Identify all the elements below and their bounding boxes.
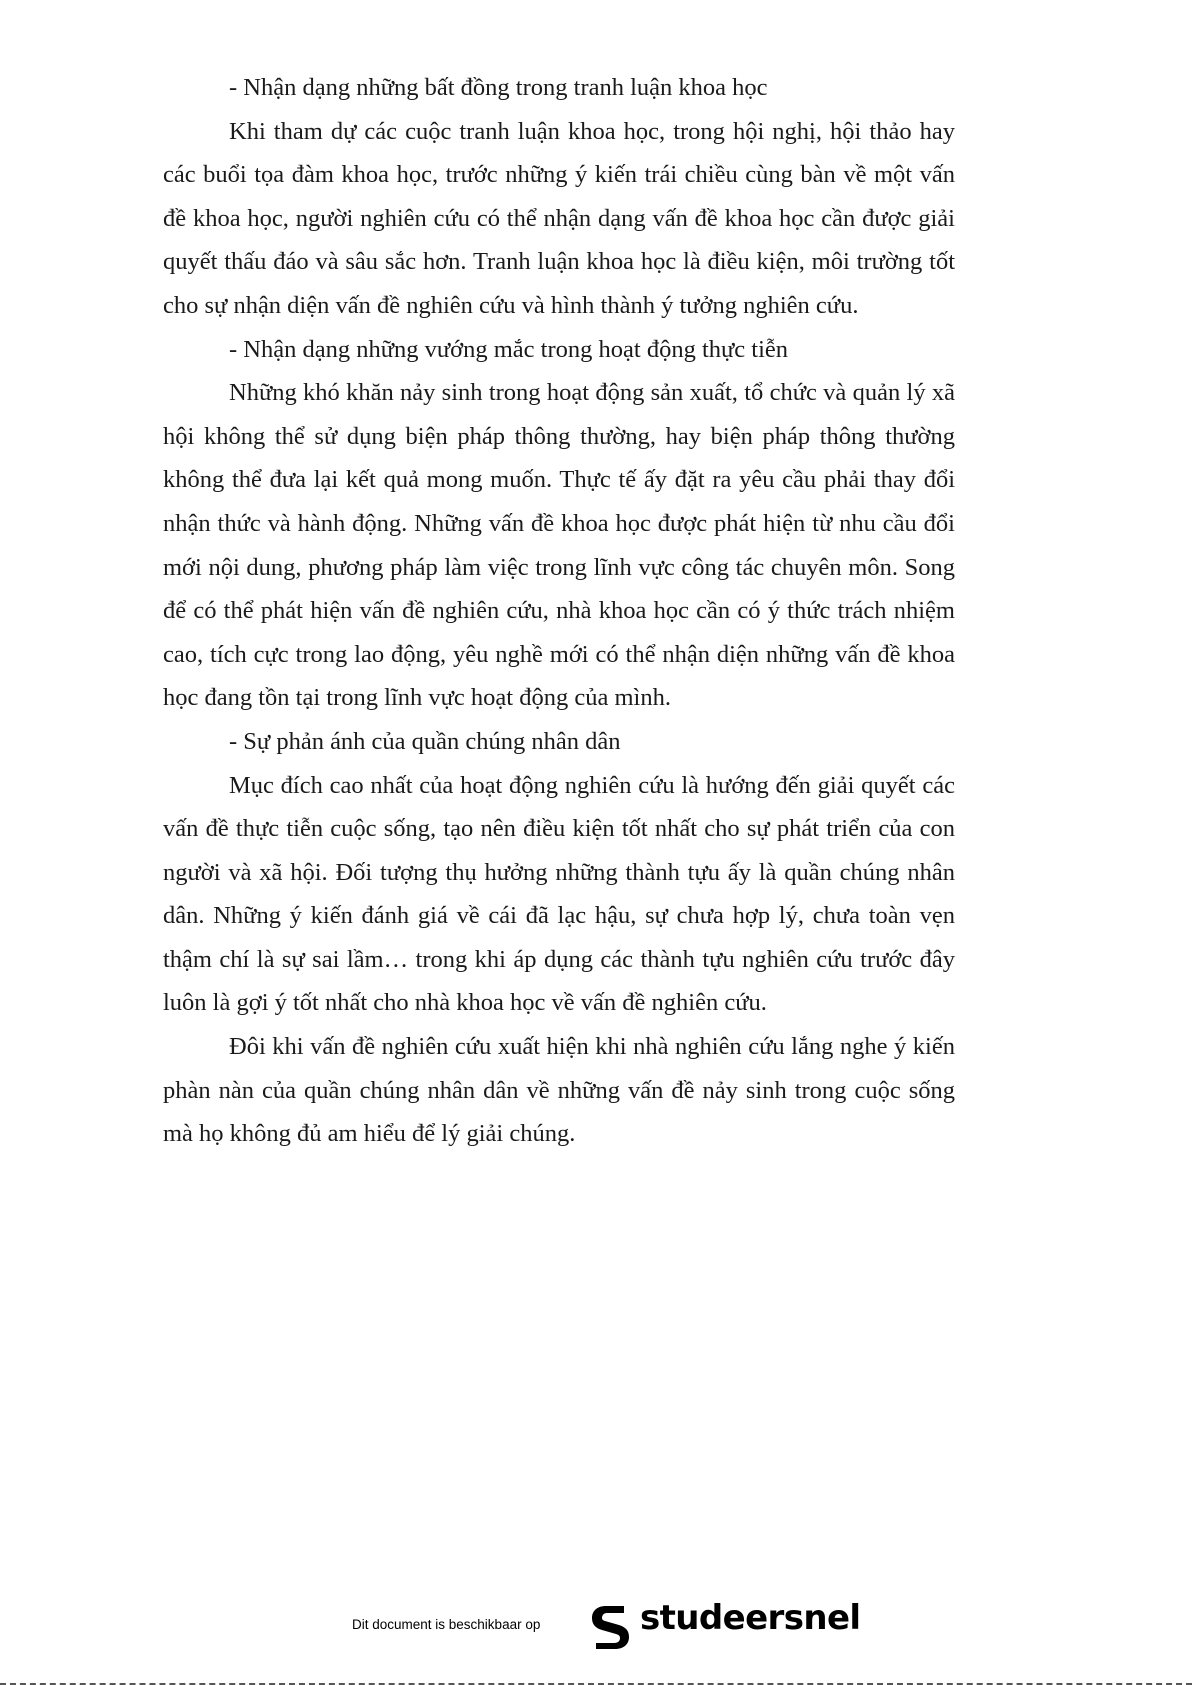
body-paragraph: Đôi khi vấn đề nghiên cứu xuất hiện khi nhà nghiên cứu lắng nghe ý kiến phàn nàn của quần chúng nhân dân về những vấn đề nảy sinh trong cuộc sống mà họ không đủ am hiểu để lý giải chúng. <box>163 1033 955 1148</box>
studeersnel-logo-icon[interactable] <box>586 1602 634 1652</box>
section-heading: - Nhận dạng những vướng mắc trong hoạt động thực tiễn <box>229 335 789 363</box>
body-paragraph: Những khó khăn nảy sinh trong hoạt động sản xuất, tổ chức và quản lý xã hội không thể sử dụng biện pháp thông thường, hay biện pháp thông thường không thể đưa lại kết quả mong muốn. Thực tế ấy đặt ra yêu cầu phải thay đổi nhận thức và hành động. Những vấn đề khoa học được phát hiện từ nhu cầu đổi mới nội dung, phương pháp làm việc trong lĩnh vực công tác chuyên môn. Song để có thể phát hiện vấn đề nghiên cứu, nhà khoa học cần có ý thức trách nhiệm cao, tích cực trong lao động, yêu nghề mới có thể nhận diện những vấn đề khoa học đang tồn tại trong lĩnh vực hoạt động của mình. <box>163 379 955 712</box>
body-paragraph: Khi tham dự các cuộc tranh luận khoa học, trong hội nghị, hội thảo hay các buổi tọa đàm khoa học, trước những ý kiến trái chiều cùng bàn về một vấn đề khoa học, người nghiên cứu có thể nhận dạng vấn đề khoa học cần được giải quyết thấu đáo và sâu sắc hơn. Tranh luận khoa học là điều kiện, môi trường tốt cho sự nhận diện vấn đề nghiên cứu và hình thành ý tưởng nghiên cứu. <box>163 117 955 319</box>
studeersnel-brand-link[interactable]: studeersnel <box>640 1598 861 1638</box>
document-body <box>163 66 955 1156</box>
page-footer <box>0 1588 1192 1658</box>
section-heading: - Nhận dạng những bất đồng trong tranh luận khoa học <box>229 74 768 101</box>
section-heading: - Sự phản ánh của quần chúng nhân dân <box>229 727 621 755</box>
body-paragraph: Mục đích cao nhất của hoạt động nghiên cứu là hướng đến giải quyết các vấn đề thực tiễn cuộc sống, tạo nên điều kiện tốt nhất cho sự phát triển của con người và xã hội. Đối tượng thụ hưởng những thành tựu ấy là quần chúng nhân dân. Những ý kiến đánh giá về cái đã lạc hậu, sự chưa hợp lý, chưa toàn vẹn thậm chí là sự sai lầm… trong khi áp dụng các thành tựu nghiên cứu trước đây luôn là gợi ý tốt nhất cho nhà khoa học về vấn đề nghiên cứu. <box>163 771 955 1017</box>
availability-note: Dit document is beschikbaar op <box>352 1617 541 1632</box>
